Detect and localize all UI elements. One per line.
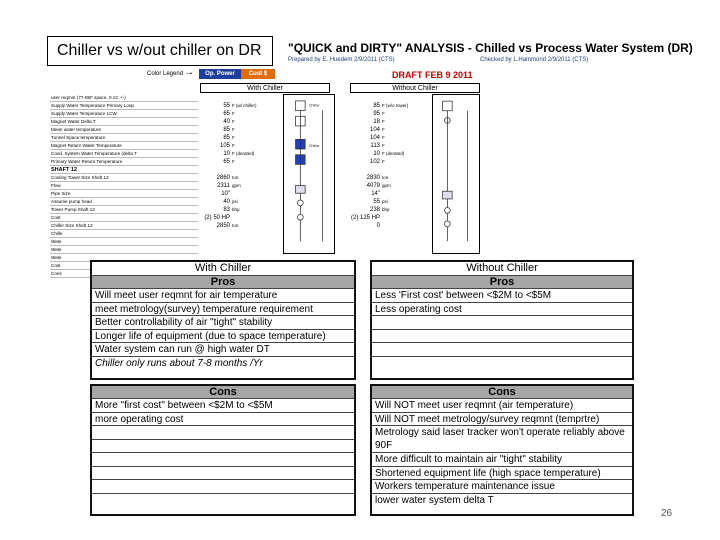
svg-text:Chiller: Chiller: [309, 103, 320, 108]
sheet-value: 105: [219, 143, 230, 149]
without-chiller-con-item: lower water system delta T: [375, 494, 494, 506]
with-chiller-pros-label: Pros: [92, 276, 354, 289]
sheet-value: 55: [373, 199, 380, 205]
sheet-value-row: [350, 142, 430, 150]
legend-cost: Cost $: [241, 69, 275, 79]
sheet-value: 2311: [217, 183, 230, 189]
sheet-unit: F (derated): [232, 151, 255, 156]
sheet-value: 18: [373, 119, 380, 125]
sheet-row-label: Magnet Return Water Temperature: [50, 142, 198, 150]
sheet-unit: psi: [232, 199, 238, 204]
sheet-value: 4079: [366, 183, 380, 189]
sheet-unit: F: [382, 111, 385, 116]
sheet-row-label: Wate: [50, 246, 198, 254]
sheet-unit: ton: [382, 175, 389, 180]
sheet-value: 2850: [216, 223, 230, 229]
sheet-value-row: [350, 214, 430, 222]
sheet-value-row: [350, 110, 430, 118]
sheet-value: 65: [223, 111, 230, 117]
sheet-value-row: [200, 102, 280, 110]
without-chiller-con-item: Will NOT meet metrology/survey reqmnt (temprtre): [372, 413, 632, 427]
sheet-value-row: [350, 166, 430, 174]
sheet-row-label: Wate: [50, 254, 198, 262]
sheet-unit: F: [232, 159, 235, 164]
sheet-value: 10": [221, 191, 230, 197]
sheet-unit: psi: [382, 199, 388, 204]
without-chiller-con-item: Shortened equipment life (high space temperature): [372, 467, 632, 481]
sheet-unit: F: [382, 159, 385, 164]
without-chiller-pro-item: Less 'First cost' between <$2M to <$5M: [372, 289, 632, 303]
empty-row: [92, 480, 354, 494]
with-chiller-pros-panel: [90, 260, 356, 380]
pump-icon: [445, 221, 451, 227]
sheet-value: 40: [223, 119, 230, 125]
sheet-row-label: Wate: [50, 238, 198, 246]
without-chiller-heading: Without Chiller: [372, 262, 632, 276]
with-chiller-values: [200, 94, 280, 230]
sheet-unit: F: [382, 127, 385, 132]
sheet-row-label: Cost: [50, 262, 198, 270]
sheet-row-label: Pipe Size: [50, 190, 198, 198]
sheet-row-label: Cooling Tower Size Shaft 12: [50, 174, 198, 182]
prepared-by: Prepared by E. Huedem 2/9/2011 (CTS): [288, 57, 395, 63]
without-chiller-schematic: [432, 94, 480, 254]
svg-text:Chiller: Chiller: [309, 144, 320, 149]
sheet-value-row: [200, 126, 280, 134]
pump-icon: [297, 200, 303, 206]
sheet-value: (2) 125 HP: [350, 215, 380, 221]
sheet-value: 10: [373, 151, 380, 157]
without-chiller-con-item: More difficult to maintain air "tight" stability: [372, 453, 632, 467]
sheet-row-label: Magnet Water Delta T: [50, 118, 198, 126]
slide-title: Chiller vs w/out chiller on DR: [47, 36, 273, 66]
sheet-unit: gpm: [382, 183, 391, 188]
sheet-unit: F: [382, 135, 385, 140]
sheet-value-row: [200, 198, 280, 206]
sheet-value: 55: [223, 103, 230, 109]
legend-op-power: Op. Power: [199, 69, 241, 79]
checked-by: Checked by L.Hammond 2/9/2011 (CTS): [480, 57, 589, 63]
sheet-row-label: Chille: [50, 230, 198, 238]
sheet-value-row: [200, 142, 280, 150]
sheet-row-label: user reqmnt (77-85F space, 0.1C +-): [50, 94, 198, 102]
sheet-value: 95: [373, 111, 380, 117]
sheet-row-label: Cons: [50, 270, 198, 278]
sheet-value-row: [350, 102, 430, 110]
with-chiller-pro-item: Longer life of equipment (due to space temperature): [92, 330, 354, 344]
sheet-unit: F (w/ chiller): [232, 103, 257, 108]
sheet-value: 85: [373, 103, 380, 109]
without-chiller-con-item: Will NOT meet user reqmnt (air temperature): [372, 399, 632, 413]
sheet-unit: gpm: [232, 183, 241, 188]
sheet-value: 238: [369, 207, 380, 213]
sheet-title: "QUICK and DIRTY" ANALYSIS - Chilled vs Process Water System (DR): [288, 41, 693, 55]
spreadsheet-labels: [50, 94, 198, 278]
sheet-value: 85: [223, 127, 230, 133]
with-chiller-cons-panel: [90, 384, 356, 516]
sheet-value-row: [350, 134, 430, 142]
sheet-row-label: Supply Water Temperature LCW: [50, 110, 198, 118]
sheet-value-row: [200, 134, 280, 142]
sheet-value-row: [350, 158, 430, 166]
sheet-unit: F (w/o tower): [382, 103, 409, 108]
draft-label: DRAFT FEB 9 2011: [392, 70, 473, 80]
sheet-value: 104: [369, 135, 380, 141]
with-chiller-cons-label: Cons: [92, 386, 354, 399]
sheet-unit: F (derated): [382, 151, 405, 156]
sheet-unit: F: [232, 111, 235, 116]
sheet-value-row: [200, 214, 280, 222]
sheet-value-row: [200, 94, 280, 102]
with-chiller-pro-item: Chiller only runs about 7-8 months /Yr: [95, 357, 263, 369]
with-chiller-pro-item: meet metrology(survey) temperature requirement: [92, 303, 354, 317]
sheet-value: 0: [376, 223, 380, 229]
sheet-value-row: [350, 222, 430, 230]
with-chiller-pro-item: Water system can run @ high water DT: [92, 343, 354, 357]
empty-row: [372, 330, 632, 344]
without-chiller-pros-panel: [370, 260, 634, 380]
empty-row: [92, 467, 354, 481]
sheet-unit: F: [232, 119, 235, 124]
sheet-value-row: [200, 166, 280, 174]
without-chiller-con-item: Metrology said laser tracker won't operate reliably above 90F: [372, 426, 632, 453]
empty-row: [92, 453, 354, 467]
sheet-unit: ton: [232, 175, 239, 180]
sheet-value-row: [350, 190, 430, 198]
without-chiller-pros-label: Pros: [372, 276, 632, 289]
without-chiller-values: [350, 94, 430, 230]
arrow-right-icon: →: [184, 67, 194, 78]
sheet-value: 2830: [366, 175, 380, 181]
empty-row: [372, 357, 632, 371]
sheet-value-row: [200, 174, 280, 182]
sheet-row-label: Supply Water Temperature Primary Loop: [50, 102, 198, 110]
empty-row: [92, 426, 354, 440]
sheet-value-row: [200, 150, 280, 158]
sheet-row-label: Cost: [50, 214, 198, 222]
without-chiller-con-item: Workers temperature maintenance issue: [372, 480, 632, 494]
with-chiller-schematic: [283, 94, 335, 254]
sheet-value: 113: [370, 143, 380, 149]
empty-row: [372, 316, 632, 330]
sheet-value-row: [350, 182, 430, 190]
without-chiller-pro-item: Less operating cost: [372, 303, 632, 317]
color-legend-label: Color Legend: [147, 71, 184, 77]
page-number: 26: [661, 508, 673, 519]
sheet-value-row: [350, 174, 430, 182]
sheet-unit: F: [382, 143, 385, 148]
pump-icon: [445, 208, 451, 214]
sheet-unit: F: [232, 127, 235, 132]
sheet-unit: bhp: [232, 207, 240, 212]
pump-icon: [297, 214, 303, 220]
empty-row: [92, 440, 354, 454]
sheet-row-label: SHAFT 12: [50, 166, 198, 174]
sheet-value: 10: [223, 151, 230, 157]
empty-row: [92, 494, 354, 508]
sheet-value-row: [200, 190, 280, 198]
with-chiller-con-item: more operating cost: [92, 413, 354, 427]
sheet-value-row: [350, 206, 430, 214]
sheet-row-label: Cond. System Water Temperature (delta T: [50, 150, 198, 158]
sheet-value-row: [350, 150, 430, 158]
with-chiller-con-item: More "first cost" between <$2M to <$5M: [92, 399, 354, 413]
sheet-unit: ton: [232, 223, 239, 228]
sheet-value-row: [200, 158, 280, 166]
sheet-unit: F: [232, 135, 235, 140]
sheet-value: 83: [223, 207, 230, 213]
sheet-value-row: [200, 118, 280, 126]
without-chiller-cons-label: Cons: [372, 386, 632, 399]
sheet-row-label: Tower Pump Shaft 12: [50, 206, 198, 214]
without-chiller-cons-panel: [370, 384, 634, 516]
sheet-unit: F: [232, 143, 235, 148]
sheet-value: 104: [369, 127, 380, 133]
sheet-row-label: Primary Water Return Temperature: [50, 158, 198, 166]
sheet-value-row: [350, 198, 430, 206]
with-chiller-pro-item: Better controllability of air "tight" stability: [92, 316, 354, 330]
sheet-value: 2860: [216, 175, 230, 181]
sheet-row-label: Tunnel Space temperature: [50, 134, 198, 142]
sheet-unit: F: [382, 119, 385, 124]
sheet-row-label: Chiller Size Shaft 12: [50, 222, 198, 230]
empty-row: [372, 343, 632, 357]
sheet-value-row: [200, 222, 280, 230]
sheet-value-row: [200, 182, 280, 190]
sheet-value-row: [200, 206, 280, 214]
sheet-value: 85: [223, 135, 230, 141]
diagram-box: [443, 101, 453, 111]
sheet-value: 102: [369, 159, 380, 165]
sheet-unit: bhp: [382, 207, 390, 212]
diagram-box: [296, 101, 306, 111]
with-chiller-heading: With Chiller: [92, 262, 354, 276]
sheet-value-row: [350, 126, 430, 134]
sheet-value: (2) 50 HP: [204, 215, 230, 221]
sheet-value: 14": [371, 191, 380, 197]
sheet-value-row: [350, 94, 430, 102]
column-header-without: Without Chiller: [350, 83, 480, 93]
sheet-row-label: Flow: [50, 182, 198, 190]
column-header-with: With Chiller: [200, 83, 330, 93]
sheet-value: 65: [223, 159, 230, 165]
with-chiller-pro-item: Will meet user reqmnt for air temperature: [92, 289, 354, 303]
sheet-value-row: [350, 118, 430, 126]
sheet-value-row: [200, 110, 280, 118]
sheet-row-label: Assume pump head: [50, 198, 198, 206]
sheet-row-label: Mean water temperature: [50, 126, 198, 134]
sheet-value: 40: [223, 199, 230, 205]
